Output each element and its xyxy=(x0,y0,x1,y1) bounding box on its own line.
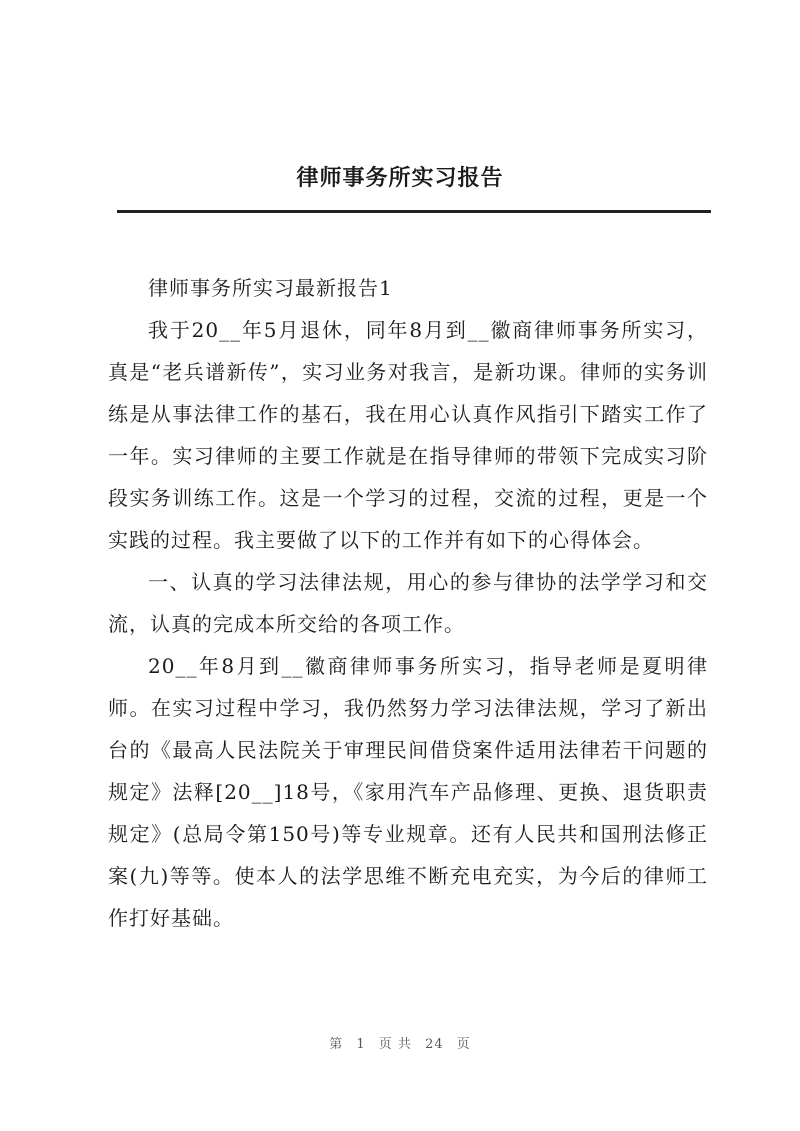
paragraph-study: 20__年8月到__徽商律师事务所实习，指导老师是夏明律师。在实习过程中学习，我仍然努力学习法律法规，学习了新出台的《最高人民法院关于审理民间借贷案件适用法律若干问题的规定》法释[20__]18号，《家用汽车产品修理、更换、退货职责规定》(总局令第150号)等专业规章。还有人民共和国刑法修正案(九)等等。使本人的法学思维不断充电充实，为今后的律师工作打好基础。 xyxy=(108,654,708,930)
paragraph-section-one: 一、认真的学习法律法规，用心的参与律协的法学学习和交流，认真的完成本所交给的各项工作。 xyxy=(108,570,708,636)
footer-prefix: 第 xyxy=(329,1037,344,1052)
footer-suffix: 页 xyxy=(456,1037,471,1052)
footer-page-current: 1 xyxy=(356,1037,366,1052)
footer-middle: 页 共 xyxy=(378,1037,412,1052)
footer-page-total: 24 xyxy=(425,1037,444,1052)
title-divider xyxy=(117,210,711,213)
page-footer xyxy=(0,1033,800,1052)
paragraph-heading: 律师事务所实习最新报告1 xyxy=(148,276,393,300)
paragraph-intro: 我于20__年5月退休，同年8月到__徽商律师事务所实习，真是“老兵谱新传”，实习业务对我言，是新功课。律师的实务训练是从事法律工作的基石，我在用心认真作风指引下踏实工作了一年。实习律师的主要工作就是在指导律师的带领下完成实习阶段实务训练工作。这是一个学习的过程，交流的过程，更是一个实践的过程。我主要做了以下的工作并有如下的心得体会。 xyxy=(108,318,708,552)
document-title: 律师事务所实习报告 xyxy=(296,165,504,191)
document-body xyxy=(108,267,708,939)
